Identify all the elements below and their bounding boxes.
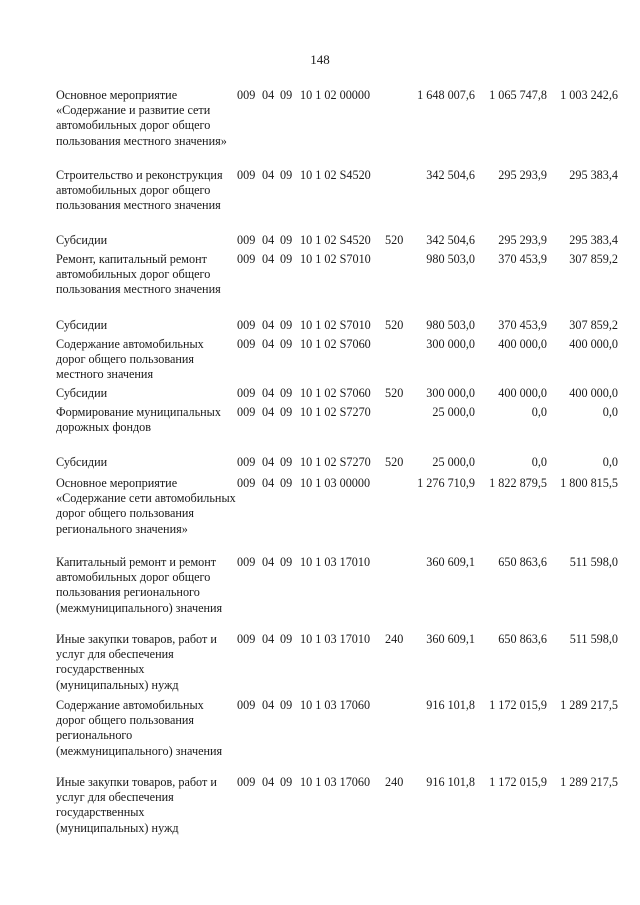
subsection-code: 09 bbox=[280, 632, 293, 646]
ved-code: 009 bbox=[237, 698, 256, 712]
target-article-code: 10 1 03 17010 bbox=[300, 632, 371, 646]
expense-type-code: 520 bbox=[385, 233, 404, 247]
amount-year-1: 916 101,8 bbox=[426, 698, 475, 712]
amount-year-1: 25 000,0 bbox=[432, 405, 475, 419]
expense-type-code: 240 bbox=[385, 632, 404, 646]
ved-code: 009 bbox=[237, 252, 256, 266]
amount-year-2: 1 822 879,5 bbox=[489, 476, 547, 490]
ved-code: 009 bbox=[237, 476, 256, 490]
subsection-code: 09 bbox=[280, 555, 293, 569]
amount-year-2: 400 000,0 bbox=[498, 337, 547, 351]
amount-year-3: 1 289 217,5 bbox=[560, 775, 618, 789]
amount-year-3: 511 598,0 bbox=[569, 632, 618, 646]
target-article-code: 10 1 02 S7010 bbox=[300, 252, 371, 266]
ved-code: 009 bbox=[237, 168, 256, 182]
section-code: 04 bbox=[262, 775, 275, 789]
row-name: Субсидии bbox=[56, 386, 108, 400]
amount-year-3: 400 000,0 bbox=[569, 337, 618, 351]
target-article-code: 10 1 03 17010 bbox=[300, 555, 371, 569]
ved-code: 009 bbox=[237, 337, 256, 351]
amount-year-3: 307 859,2 bbox=[569, 252, 618, 266]
target-article-code: 10 1 02 S4520 bbox=[300, 168, 371, 182]
amount-year-3: 295 383,4 bbox=[569, 168, 618, 182]
row-name: Основное мероприятие «Содержание сети автомобильных дорог общего пользования регионального значения» bbox=[56, 476, 236, 536]
target-article-code: 10 1 03 00000 bbox=[300, 476, 371, 490]
row-name: Содержание автомобильных дорог общего пользования местного значения bbox=[56, 337, 204, 382]
amount-year-3: 0,0 bbox=[602, 405, 618, 419]
section-code: 04 bbox=[262, 386, 275, 400]
target-article-code: 10 1 02 S7010 bbox=[300, 318, 371, 332]
target-article-code: 10 1 03 17060 bbox=[300, 775, 371, 789]
target-article-code: 10 1 02 S7060 bbox=[300, 386, 371, 400]
amount-year-1: 25 000,0 bbox=[432, 455, 475, 469]
amount-year-1: 1 648 007,6 bbox=[417, 88, 475, 102]
row-name: Содержание автомобильных дорог общего пользования регионального (межмуниципального) значения bbox=[56, 698, 223, 758]
ved-code: 009 bbox=[237, 775, 256, 789]
target-article-code: 10 1 02 00000 bbox=[300, 88, 371, 102]
section-code: 04 bbox=[262, 455, 275, 469]
row-name: Капитальный ремонт и ремонт автомобильных дорог общего пользования регионального (межмуниципального) значения bbox=[56, 555, 223, 615]
expense-type-code: 520 bbox=[385, 318, 404, 332]
row-name: Ремонт, капитальный ремонт автомобильных дорог общего пользования местного значения bbox=[56, 252, 221, 297]
ved-code: 009 bbox=[237, 455, 256, 469]
ved-code: 009 bbox=[237, 632, 256, 646]
amount-year-1: 300 000,0 bbox=[426, 386, 475, 400]
section-code: 04 bbox=[262, 318, 275, 332]
ved-code: 009 bbox=[237, 386, 256, 400]
subsection-code: 09 bbox=[280, 337, 293, 351]
subsection-code: 09 bbox=[280, 405, 293, 419]
subsection-code: 09 bbox=[280, 476, 293, 490]
amount-year-3: 295 383,4 bbox=[569, 233, 618, 247]
section-code: 04 bbox=[262, 555, 275, 569]
subsection-code: 09 bbox=[280, 233, 293, 247]
amount-year-2: 295 293,9 bbox=[498, 233, 547, 247]
amount-year-1: 342 504,6 bbox=[426, 168, 475, 182]
amount-year-2: 370 453,9 bbox=[498, 252, 547, 266]
row-name: Основное мероприятие «Содержание и развитие сети автомобильных дорог общего пользования местного значения» bbox=[56, 88, 227, 148]
section-code: 04 bbox=[262, 337, 275, 351]
amount-year-1: 342 504,6 bbox=[426, 233, 475, 247]
section-code: 04 bbox=[262, 88, 275, 102]
row-name: Иные закупки товаров, работ и услуг для обеспечения государственных (муниципальных) нужд bbox=[56, 775, 217, 835]
ved-code: 009 bbox=[237, 233, 256, 247]
row-name: Субсидии bbox=[56, 233, 108, 247]
row-name: Формирование муниципальных дорожных фондов bbox=[56, 405, 221, 435]
amount-year-2: 1 065 747,8 bbox=[489, 88, 547, 102]
section-code: 04 bbox=[262, 405, 275, 419]
expense-type-code: 520 bbox=[385, 455, 404, 469]
amount-year-3: 400 000,0 bbox=[569, 386, 618, 400]
section-code: 04 bbox=[262, 698, 275, 712]
amount-year-1: 980 503,0 bbox=[426, 318, 475, 332]
row-name: Субсидии bbox=[56, 455, 108, 469]
amount-year-2: 370 453,9 bbox=[498, 318, 547, 332]
amount-year-1: 1 276 710,9 bbox=[417, 476, 475, 490]
ved-code: 009 bbox=[237, 555, 256, 569]
subsection-code: 09 bbox=[280, 698, 293, 712]
expense-type-code: 520 bbox=[385, 386, 404, 400]
page-number: 148 bbox=[310, 52, 330, 67]
amount-year-2: 0,0 bbox=[531, 455, 547, 469]
amount-year-3: 511 598,0 bbox=[569, 555, 618, 569]
target-article-code: 10 1 02 S7270 bbox=[300, 455, 371, 469]
amount-year-1: 300 000,0 bbox=[426, 337, 475, 351]
amount-year-1: 360 609,1 bbox=[426, 555, 475, 569]
amount-year-3: 1 289 217,5 bbox=[560, 698, 618, 712]
amount-year-3: 1 800 815,5 bbox=[560, 476, 618, 490]
amount-year-2: 295 293,9 bbox=[498, 168, 547, 182]
section-code: 04 bbox=[262, 168, 275, 182]
row-name: Иные закупки товаров, работ и услуг для обеспечения государственных (муниципальных) нужд bbox=[56, 632, 217, 692]
section-code: 04 bbox=[262, 632, 275, 646]
subsection-code: 09 bbox=[280, 318, 293, 332]
subsection-code: 09 bbox=[280, 252, 293, 266]
target-article-code: 10 1 03 17060 bbox=[300, 698, 371, 712]
subsection-code: 09 bbox=[280, 168, 293, 182]
section-code: 04 bbox=[262, 476, 275, 490]
row-name: Субсидии bbox=[56, 318, 108, 332]
amount-year-1: 360 609,1 bbox=[426, 632, 475, 646]
amount-year-1: 916 101,8 bbox=[426, 775, 475, 789]
target-article-code: 10 1 02 S4520 bbox=[300, 233, 371, 247]
subsection-code: 09 bbox=[280, 455, 293, 469]
ved-code: 009 bbox=[237, 88, 256, 102]
expense-type-code: 240 bbox=[385, 775, 404, 789]
amount-year-3: 307 859,2 bbox=[569, 318, 618, 332]
ved-code: 009 bbox=[237, 405, 256, 419]
amount-year-2: 650 863,6 bbox=[498, 555, 547, 569]
subsection-code: 09 bbox=[280, 88, 293, 102]
amount-year-3: 0,0 bbox=[602, 455, 618, 469]
amount-year-2: 1 172 015,9 bbox=[489, 775, 547, 789]
subsection-code: 09 bbox=[280, 386, 293, 400]
amount-year-2: 650 863,6 bbox=[498, 632, 547, 646]
ved-code: 009 bbox=[237, 318, 256, 332]
amount-year-1: 980 503,0 bbox=[426, 252, 475, 266]
amount-year-3: 1 003 242,6 bbox=[560, 88, 618, 102]
amount-year-2: 1 172 015,9 bbox=[489, 698, 547, 712]
target-article-code: 10 1 02 S7270 bbox=[300, 405, 371, 419]
row-name: Строительство и реконструкция автомобильных дорог общего пользования местного значения bbox=[56, 168, 223, 213]
section-code: 04 bbox=[262, 252, 275, 266]
subsection-code: 09 bbox=[280, 775, 293, 789]
amount-year-2: 0,0 bbox=[531, 405, 547, 419]
target-article-code: 10 1 02 S7060 bbox=[300, 337, 371, 351]
section-code: 04 bbox=[262, 233, 275, 247]
amount-year-2: 400 000,0 bbox=[498, 386, 547, 400]
